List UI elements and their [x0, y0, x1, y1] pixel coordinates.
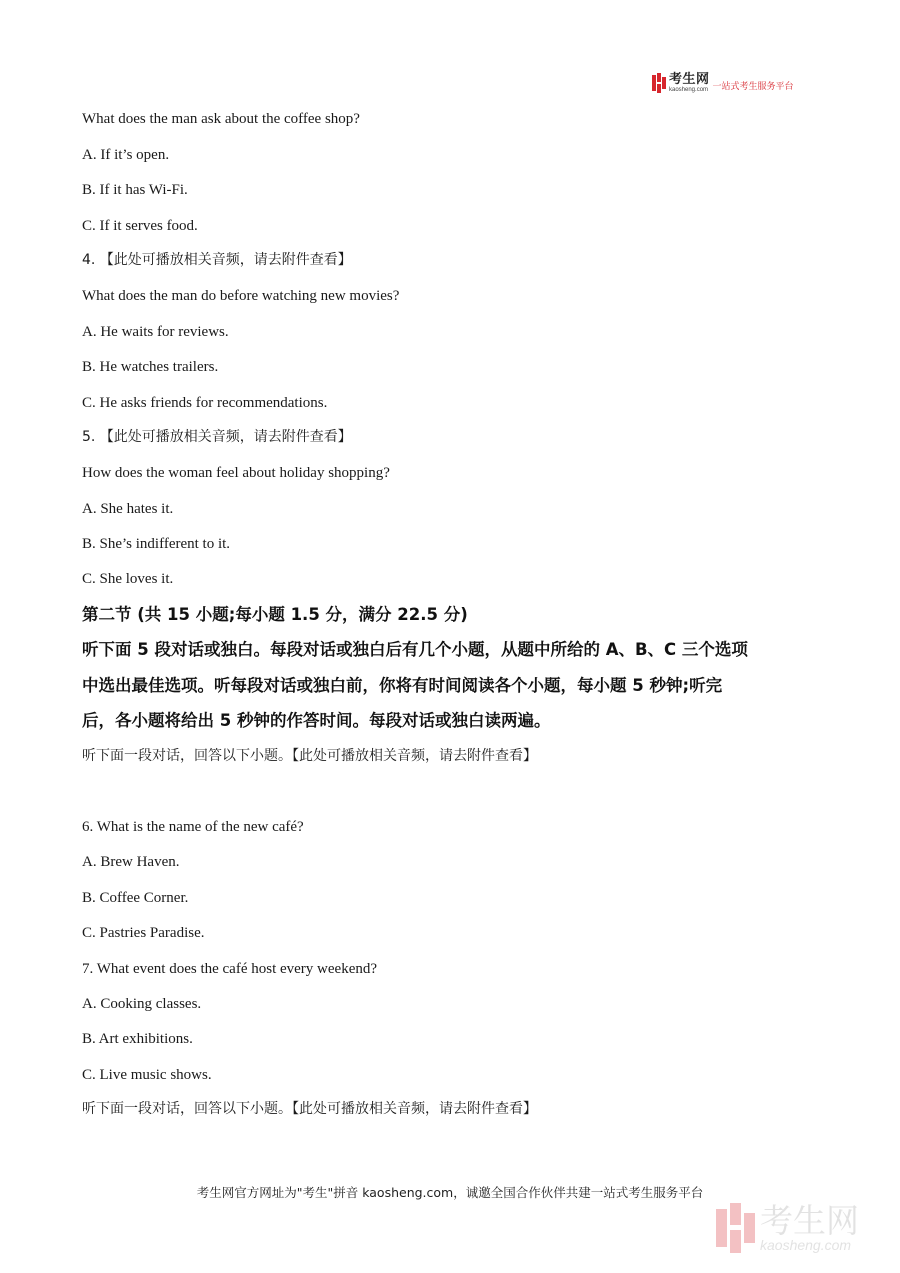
question-7-stem: 7. What event does the café host every weekend?: [82, 961, 378, 977]
watermark-name: 考生网: [760, 1200, 859, 1240]
option-3c: C. If it serves food.: [82, 218, 198, 234]
watermark-logo-icon: [716, 1203, 756, 1253]
watermark-logo: [716, 1200, 859, 1253]
option-3a: A. If it’s open.: [82, 147, 170, 163]
footer-text: 考生网官方网址为"考生"拼音 kaosheng.com，诚邀全国合作伙伴共建一站式考生服务平台: [196, 1185, 704, 1200]
logo-slogan: 一站式考生服务平台: [712, 81, 794, 92]
question-5-audio: 5. 【此处可播放相关音频，请去附件查看】: [82, 429, 352, 445]
logo-name: 考生网: [669, 72, 710, 87]
option-3b: B. If it has Wi-Fi.: [82, 182, 188, 198]
question-4-stem: What does the man do before watching new movies?: [82, 288, 400, 304]
logo-domain: kaosheng.com: [669, 87, 709, 93]
option-7a: A. Cooking classes.: [82, 996, 202, 1012]
section-2-heading: 第二节 (共 15 小题;每小题 1.5 分，满分 22.5 分): [82, 605, 468, 624]
option-6a: A. Brew Haven.: [82, 854, 180, 870]
option-7c: C. Live music shows.: [82, 1067, 212, 1083]
option-4c: C. He asks friends for recommendations.: [82, 395, 328, 411]
option-4b: B. He watches trailers.: [82, 359, 219, 375]
option-5b: B. She’s indifferent to it.: [82, 536, 231, 552]
option-5a: A. She hates it.: [82, 501, 174, 517]
section-2-instructions-2: 中选出最佳选项。听每段对话或独白前，你将有时间阅读各个小题，每小题 5 秒钟;听完: [82, 676, 723, 695]
watermark-domain: kaosheng.com: [760, 1236, 852, 1253]
dialogue-2-audio: 听下面一段对话，回答以下小题。【此处可播放相关音频，请去附件查看】: [82, 1101, 537, 1117]
option-4a: A. He waits for reviews.: [82, 324, 229, 340]
header-logo: [652, 72, 794, 94]
question-3-stem: What does the man ask about the coffee shop?: [82, 111, 360, 127]
option-7b: B. Art exhibitions.: [82, 1031, 193, 1047]
option-6b: B. Coffee Corner.: [82, 890, 189, 906]
section-2-instructions-1: 听下面 5 段对话或独白。每段对话或独白后有几个小题，从题中所给的 A、B、C 三个选项: [82, 640, 748, 659]
option-6c: C. Pastries Paradise.: [82, 925, 205, 941]
question-4-audio: 4. 【此处可播放相关音频，请去附件查看】: [82, 252, 352, 268]
section-2-instructions-3: 后，各小题将给出 5 秒钟的作答时间。每段对话或独白读两遍。: [82, 711, 551, 730]
dialogue-1-audio: 听下面一段对话，回答以下小题。【此处可播放相关音频，请去附件查看】: [82, 748, 537, 764]
question-6-stem: 6. What is the name of the new café?: [82, 819, 304, 835]
option-5c: C. She loves it.: [82, 571, 174, 587]
question-5-stem: How does the woman feel about holiday shopping?: [82, 465, 390, 481]
kaosheng-logo-icon: [652, 73, 666, 93]
